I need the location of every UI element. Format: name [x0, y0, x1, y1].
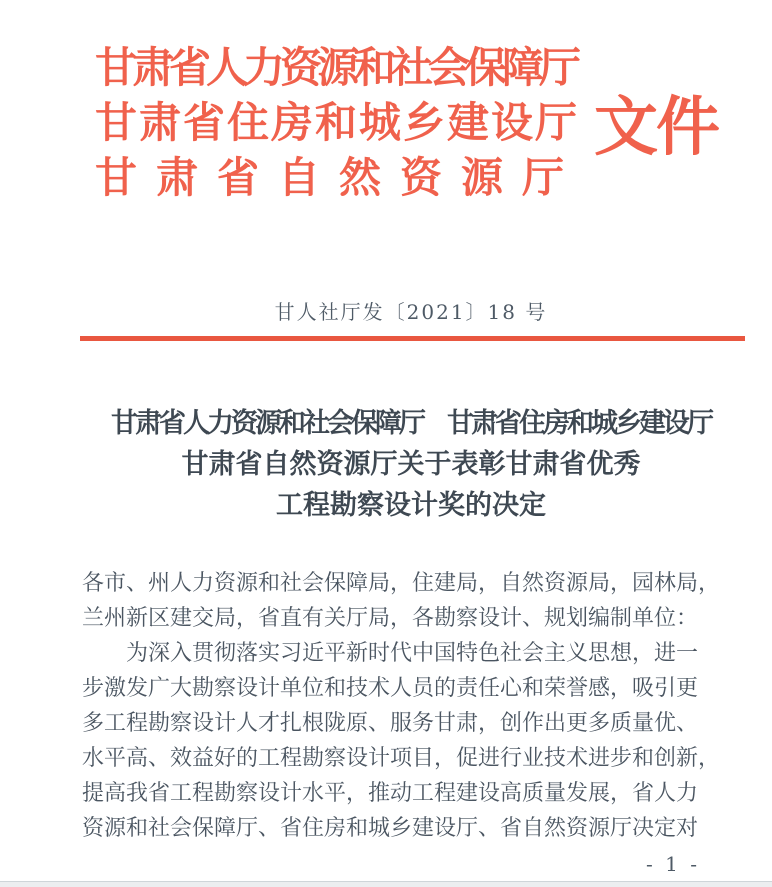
letterhead	[95, 40, 583, 205]
title-line-1: 甘肃省人力资源和社会保障厅 甘肃省住房和城乡建设厅	[111, 408, 711, 439]
letterhead-org-line-1: 甘肃省人力资源和社会保障厅	[95, 43, 577, 92]
body-text	[82, 566, 730, 846]
doc-number: 甘人社厅发〔2021〕18 号	[274, 300, 548, 324]
doc-type-label: 文件	[594, 90, 718, 165]
body-line-8: 资源和社会保障厅、省住房和城乡建设厅、省自然资源厅决定对	[82, 816, 699, 841]
letterhead-org-line-3: 甘肃省自然资源厅	[95, 153, 584, 202]
body-line-4: 步激发广大勘察设计单位和技术人员的责任心和荣誉感，吸引更	[82, 676, 699, 701]
body-line-5: 多工程勘察设计人才扎根陇原、服务甘肃，创作出更多质量优、	[82, 711, 699, 736]
body-line-1: 各市、州人力资源和社会保障局，住建局，自然资源局，园林局，	[82, 571, 721, 596]
title-line-2: 甘肃省自然资源厅关于表彰甘肃省优秀	[181, 449, 641, 480]
body-line-7: 提高我省工程勘察设计水平，推动工程建设高质量发展，省人力	[82, 781, 699, 806]
title-line-3: 工程勘察设计奖的决定	[276, 490, 546, 521]
body-line-3: 为深入贯彻落实习近平新时代中国特色社会主义思想，进一	[82, 641, 699, 666]
page-number: - 1 -	[646, 852, 700, 876]
body-line-6: 水平高、效益好的工程勘察设计项目，促进行业技术进步和创新，	[82, 746, 721, 771]
document-title	[62, 403, 760, 526]
scan-bottom-edge	[0, 881, 772, 887]
body-line-2: 兰州新区建交局，省直有关厅局，各勘察设计、规划编制单位：	[82, 606, 699, 631]
red-divider-line	[80, 336, 745, 341]
letterhead-org-line-2: 甘肃省住房和城乡建设厅	[95, 98, 580, 147]
